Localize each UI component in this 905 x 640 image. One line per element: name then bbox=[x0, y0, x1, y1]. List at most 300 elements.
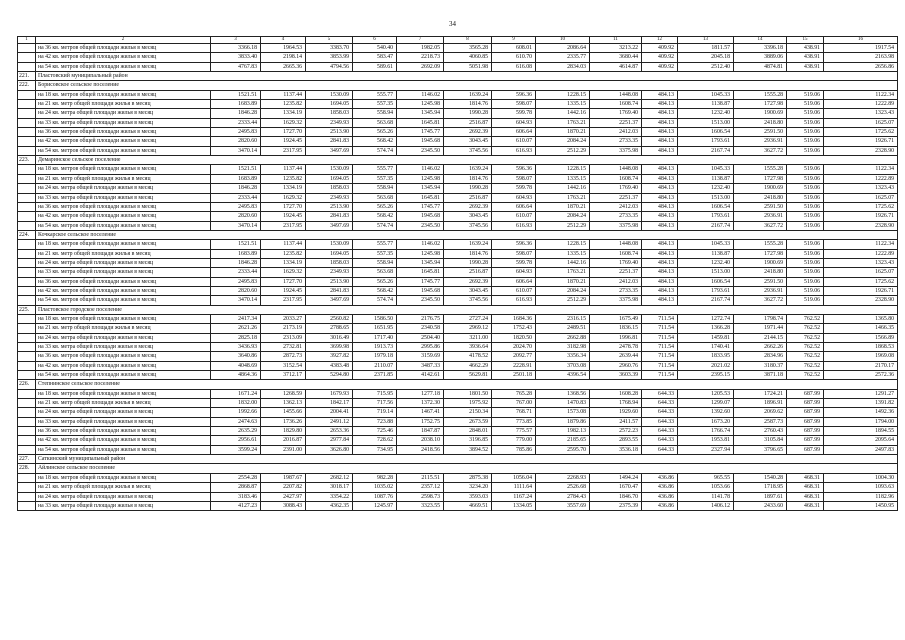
value-cell: 1334.19 bbox=[261, 184, 306, 193]
value-cell: 2653.36 bbox=[306, 427, 353, 436]
value-cell: 2317.95 bbox=[261, 296, 306, 305]
value-cell: 1694.05 bbox=[306, 249, 353, 258]
value-cell: 1345.94 bbox=[397, 258, 444, 267]
section-row bbox=[18, 81, 898, 90]
value-cell: 2512.40 bbox=[678, 62, 734, 71]
value-cell: 1969.08 bbox=[824, 352, 898, 361]
value-cell: 1334.05 bbox=[492, 501, 536, 510]
value-cell: 610.07 bbox=[492, 137, 536, 146]
row-index bbox=[18, 492, 36, 501]
value-cell: 3105.84 bbox=[734, 436, 787, 445]
value-cell: 484.13 bbox=[642, 174, 678, 183]
value-cell: 3627.72 bbox=[734, 146, 787, 155]
row-description: на 42 кв. метров общей площади жилья в месяц bbox=[36, 436, 211, 445]
value-cell: 519.06 bbox=[787, 286, 824, 295]
value-cell: 599.78 bbox=[492, 258, 536, 267]
value-cell: 1455.66 bbox=[261, 408, 306, 417]
value-cell: 1222.89 bbox=[824, 174, 898, 183]
value-cell: 1793.61 bbox=[678, 137, 734, 146]
value-cell: 3703.08 bbox=[536, 361, 590, 370]
value-cell: 3796.65 bbox=[734, 445, 787, 454]
value-cell: 557.35 bbox=[353, 174, 397, 183]
value-cell: 2069.62 bbox=[734, 408, 787, 417]
row-index bbox=[18, 202, 36, 211]
section-title: Саткинский муниципальный район bbox=[36, 455, 898, 464]
value-cell: 2497.83 bbox=[824, 445, 898, 454]
value-cell: 616.93 bbox=[492, 221, 536, 230]
value-cell: 1982.05 bbox=[397, 44, 444, 53]
value-cell: 725.46 bbox=[353, 427, 397, 436]
row-index bbox=[18, 296, 36, 305]
value-cell: 2969.12 bbox=[444, 324, 492, 333]
row-index bbox=[18, 427, 36, 436]
row-index bbox=[18, 193, 36, 202]
value-cell: 3599.24 bbox=[211, 445, 261, 454]
row-index: 226. bbox=[18, 380, 36, 389]
value-cell: 608.01 bbox=[492, 44, 536, 53]
value-cell: 1996.81 bbox=[590, 333, 642, 342]
value-cell: 438.91 bbox=[787, 62, 824, 71]
value-cell: 2375.39 bbox=[590, 501, 642, 510]
value-cell: 1926.71 bbox=[824, 137, 898, 146]
table-row bbox=[18, 314, 898, 323]
value-cell: 1335.15 bbox=[536, 100, 590, 109]
value-cell: 3626.80 bbox=[306, 445, 353, 454]
value-cell: 2345.50 bbox=[397, 146, 444, 155]
value-cell: 1820.50 bbox=[492, 333, 536, 342]
table-row bbox=[18, 501, 898, 510]
value-cell: 1606.54 bbox=[678, 277, 734, 286]
value-cell: 484.13 bbox=[642, 90, 678, 99]
table-row bbox=[18, 44, 898, 53]
value-cell: 519.06 bbox=[787, 277, 824, 286]
row-description: на 36 кв. метров общей площади жилья в месяц bbox=[36, 277, 211, 286]
row-description: на 18 кв. метров общей площади жилья в месяц bbox=[36, 240, 211, 249]
value-cell: 2167.74 bbox=[678, 221, 734, 230]
value-cell: 2591.50 bbox=[734, 128, 787, 137]
value-cell: 2692.39 bbox=[444, 277, 492, 286]
value-cell: 2513.90 bbox=[306, 128, 353, 137]
table-row bbox=[18, 53, 898, 62]
value-cell: 719.14 bbox=[353, 408, 397, 417]
value-cell: 1232.40 bbox=[678, 184, 734, 193]
value-cell: 484.13 bbox=[642, 100, 678, 109]
value-cell: 2340.58 bbox=[397, 324, 444, 333]
value-cell: 1694.05 bbox=[306, 100, 353, 109]
value-cell: 574.74 bbox=[353, 221, 397, 230]
value-cell: 3894.52 bbox=[444, 445, 492, 454]
value-cell: 2656.86 bbox=[824, 62, 898, 71]
value-cell: 687.99 bbox=[787, 389, 824, 398]
column-number: 5 bbox=[306, 37, 353, 44]
value-cell: 1494.24 bbox=[590, 473, 642, 482]
value-cell: 436.86 bbox=[642, 483, 678, 492]
value-cell: 3936.64 bbox=[444, 343, 492, 352]
value-cell: 687.99 bbox=[787, 417, 824, 426]
value-cell: 2328.90 bbox=[824, 296, 898, 305]
value-cell: 1814.76 bbox=[444, 249, 492, 258]
value-cell: 1679.93 bbox=[306, 389, 353, 398]
value-cell: 540.40 bbox=[353, 44, 397, 53]
value-cell: 3043.45 bbox=[444, 137, 492, 146]
table-row bbox=[18, 118, 898, 127]
value-cell: 1924.45 bbox=[261, 137, 306, 146]
value-cell: 1004.30 bbox=[824, 473, 898, 482]
value-cell: 762.52 bbox=[787, 352, 824, 361]
value-cell: 2841.83 bbox=[306, 286, 353, 295]
value-cell: 1459.81 bbox=[678, 333, 734, 342]
value-cell: 409.92 bbox=[642, 44, 678, 53]
value-cell: 484.13 bbox=[642, 193, 678, 202]
row-index bbox=[18, 240, 36, 249]
table-row bbox=[18, 296, 898, 305]
value-cell: 1926.71 bbox=[824, 212, 898, 221]
value-cell: 1945.68 bbox=[397, 137, 444, 146]
table-row bbox=[18, 343, 898, 352]
value-cell: 3712.17 bbox=[261, 371, 306, 380]
value-cell: 2872.73 bbox=[261, 352, 306, 361]
table-row bbox=[18, 258, 898, 267]
value-cell: 2639.44 bbox=[590, 352, 642, 361]
value-cell: 2170.17 bbox=[824, 361, 898, 370]
value-cell: 2084.24 bbox=[536, 212, 590, 221]
value-cell: 1868.53 bbox=[824, 343, 898, 352]
value-cell: 436.86 bbox=[642, 501, 678, 510]
value-cell: 1717.40 bbox=[353, 333, 397, 342]
value-cell: 728.62 bbox=[353, 436, 397, 445]
value-cell: 568.42 bbox=[353, 286, 397, 295]
value-cell: 4178.52 bbox=[444, 352, 492, 361]
value-cell: 2784.43 bbox=[536, 492, 590, 501]
value-cell: 484.13 bbox=[642, 137, 678, 146]
row-description: на 21 кв. метр общей площади жилья в месяц bbox=[36, 483, 211, 492]
value-cell: 1814.76 bbox=[444, 100, 492, 109]
row-index bbox=[18, 128, 36, 137]
column-number: 11 bbox=[590, 37, 642, 44]
value-cell: 762.52 bbox=[787, 314, 824, 323]
value-cell: 2692.39 bbox=[444, 128, 492, 137]
value-cell: 1727.98 bbox=[734, 249, 787, 258]
row-description: на 21 кв. метр общей площади жилья в месяц bbox=[36, 399, 211, 408]
section-row bbox=[18, 455, 898, 464]
row-description: на 33 кв. метра общей площади жилья в месяц bbox=[36, 417, 211, 426]
table-row bbox=[18, 371, 898, 380]
table-row bbox=[18, 389, 898, 398]
value-cell: 711.54 bbox=[642, 314, 678, 323]
table-row bbox=[18, 324, 898, 333]
table-row bbox=[18, 174, 898, 183]
value-cell: 711.54 bbox=[642, 343, 678, 352]
value-cell: 1146.02 bbox=[397, 165, 444, 174]
value-cell: 2268.93 bbox=[536, 473, 590, 482]
row-description: на 36 кв. метров общей площади жилья в месяц bbox=[36, 352, 211, 361]
page-number: 34 bbox=[449, 20, 456, 28]
row-index bbox=[18, 184, 36, 193]
value-cell: 1087.76 bbox=[353, 492, 397, 501]
value-cell: 1683.89 bbox=[211, 174, 261, 183]
row-index bbox=[18, 314, 36, 323]
value-cell: 2021.02 bbox=[678, 361, 734, 370]
value-cell: 1448.08 bbox=[590, 90, 642, 99]
value-cell: 1466.35 bbox=[824, 324, 898, 333]
value-cell: 3745.56 bbox=[444, 296, 492, 305]
value-cell: 1045.33 bbox=[678, 165, 734, 174]
value-cell: 1671.24 bbox=[211, 389, 261, 398]
value-cell: 2732.81 bbox=[261, 343, 306, 352]
value-cell: 2327.94 bbox=[678, 445, 734, 454]
value-cell: 2848.01 bbox=[444, 427, 492, 436]
table-row bbox=[18, 333, 898, 342]
row-description: на 18 кв. метров общей площади жилья в месяц bbox=[36, 314, 211, 323]
value-cell: 1766.74 bbox=[678, 427, 734, 436]
value-cell: 3536.18 bbox=[590, 445, 642, 454]
section-row bbox=[18, 464, 898, 473]
value-cell: 1745.77 bbox=[397, 277, 444, 286]
column-number: 10 bbox=[536, 37, 590, 44]
value-cell: 1900.69 bbox=[734, 184, 787, 193]
section-title: Кочкарское сельское поселение bbox=[36, 230, 898, 239]
row-description: на 54 кв. метров общей площади жилья в месяц bbox=[36, 62, 211, 71]
row-index bbox=[18, 352, 36, 361]
value-cell: 2016.87 bbox=[261, 436, 306, 445]
row-description: на 24 кв. метра общей площади жилья в месяц bbox=[36, 333, 211, 342]
table-row bbox=[18, 212, 898, 221]
section-title: Айлинское сельское поселение bbox=[36, 464, 898, 473]
column-number-row bbox=[18, 37, 898, 44]
value-cell: 1639.24 bbox=[444, 90, 492, 99]
value-cell: 1272.74 bbox=[678, 314, 734, 323]
value-cell: 519.06 bbox=[787, 118, 824, 127]
value-cell: 1245.98 bbox=[397, 174, 444, 183]
value-cell: 3234.20 bbox=[444, 483, 492, 492]
value-cell: 2418.56 bbox=[397, 445, 444, 454]
value-cell: 2893.55 bbox=[590, 436, 642, 445]
value-cell: 1736.26 bbox=[261, 417, 306, 426]
tariff-table bbox=[17, 36, 898, 511]
row-index bbox=[18, 501, 36, 510]
column-number: 14 bbox=[734, 37, 787, 44]
value-cell: 3565.28 bbox=[444, 44, 492, 53]
table-row bbox=[18, 184, 898, 193]
row-index bbox=[18, 258, 36, 267]
value-cell: 519.06 bbox=[787, 296, 824, 305]
value-cell: 1521.51 bbox=[211, 240, 261, 249]
value-cell: 1442.16 bbox=[536, 258, 590, 267]
value-cell: 768.71 bbox=[492, 408, 536, 417]
value-cell: 2591.50 bbox=[734, 277, 787, 286]
value-cell: 2084.24 bbox=[536, 286, 590, 295]
value-cell: 1606.54 bbox=[678, 128, 734, 137]
value-cell: 2495.83 bbox=[211, 277, 261, 286]
value-cell: 557.35 bbox=[353, 100, 397, 109]
row-index bbox=[18, 399, 36, 408]
value-cell: 1235.82 bbox=[261, 249, 306, 258]
value-cell: 1752.75 bbox=[397, 417, 444, 426]
value-cell: 2516.87 bbox=[444, 268, 492, 277]
value-cell: 1122.34 bbox=[824, 240, 898, 249]
value-cell: 1513.00 bbox=[678, 118, 734, 127]
row-index bbox=[18, 53, 36, 62]
value-cell: 596.36 bbox=[492, 90, 536, 99]
value-cell: 1467.41 bbox=[397, 408, 444, 417]
value-cell: 2692.09 bbox=[397, 62, 444, 71]
value-cell: 616.93 bbox=[492, 296, 536, 305]
value-cell: 2328.90 bbox=[824, 221, 898, 230]
value-cell: 1513.00 bbox=[678, 193, 734, 202]
table-row bbox=[18, 100, 898, 109]
value-cell: 2554.28 bbox=[211, 473, 261, 482]
value-cell: 2110.07 bbox=[353, 361, 397, 370]
value-cell: 2692.39 bbox=[444, 202, 492, 211]
value-cell: 4614.87 bbox=[590, 62, 642, 71]
row-description: на 24 кв. метра общей площади жилья в месяц bbox=[36, 258, 211, 267]
value-cell: 1235.82 bbox=[261, 174, 306, 183]
value-cell: 3603.39 bbox=[590, 371, 642, 380]
table-row bbox=[18, 436, 898, 445]
value-cell: 3470.14 bbox=[211, 296, 261, 305]
value-cell: 711.54 bbox=[642, 352, 678, 361]
row-index bbox=[18, 165, 36, 174]
value-cell: 596.36 bbox=[492, 240, 536, 249]
value-cell: 438.91 bbox=[787, 44, 824, 53]
value-cell: 1833.95 bbox=[678, 352, 734, 361]
value-cell: 2251.37 bbox=[590, 268, 642, 277]
table-row bbox=[18, 417, 898, 426]
value-cell: 1645.81 bbox=[397, 118, 444, 127]
value-cell: 1137.44 bbox=[261, 240, 306, 249]
value-cell: 1245.98 bbox=[397, 100, 444, 109]
value-cell: 2412.03 bbox=[590, 277, 642, 286]
row-description: на 54 кв. метров общей площади жилья в месяц bbox=[36, 445, 211, 454]
value-cell: 2489.51 bbox=[536, 324, 590, 333]
value-cell: 4864.36 bbox=[211, 371, 261, 380]
value-cell: 687.99 bbox=[787, 427, 824, 436]
row-index bbox=[18, 212, 36, 221]
value-cell: 1814.76 bbox=[444, 174, 492, 183]
value-cell: 1299.07 bbox=[678, 399, 734, 408]
value-cell: 1146.02 bbox=[397, 240, 444, 249]
column-number: 13 bbox=[678, 37, 734, 44]
value-cell: 1137.44 bbox=[261, 90, 306, 99]
value-cell: 2167.74 bbox=[678, 296, 734, 305]
value-cell: 604.93 bbox=[492, 118, 536, 127]
value-cell: 3627.72 bbox=[734, 296, 787, 305]
value-cell: 2733.35 bbox=[590, 212, 642, 221]
value-cell: 2333.44 bbox=[211, 118, 261, 127]
section-title: Степнинское сельское поселение bbox=[36, 380, 898, 389]
value-cell: 484.13 bbox=[642, 146, 678, 155]
row-description: на 36 кв. метров общей площади жилья в месяц bbox=[36, 427, 211, 436]
row-index bbox=[18, 100, 36, 109]
value-cell: 5294.80 bbox=[306, 371, 353, 380]
value-cell: 606.64 bbox=[492, 277, 536, 286]
value-cell: 2418.80 bbox=[734, 118, 787, 127]
value-cell: 1492.36 bbox=[824, 408, 898, 417]
value-cell: 2333.44 bbox=[211, 268, 261, 277]
table-row bbox=[18, 193, 898, 202]
value-cell: 1670.47 bbox=[590, 483, 642, 492]
value-cell: 2349.93 bbox=[306, 193, 353, 202]
value-cell: 1982.13 bbox=[536, 427, 590, 436]
value-cell: 1555.28 bbox=[734, 165, 787, 174]
section-title: Пластовское городское поселение bbox=[36, 305, 898, 314]
value-cell: 2875.38 bbox=[444, 473, 492, 482]
value-cell: 519.06 bbox=[787, 202, 824, 211]
row-index bbox=[18, 408, 36, 417]
value-cell: 4794.56 bbox=[306, 62, 353, 71]
value-cell: 2595.70 bbox=[536, 445, 590, 454]
value-cell: 519.06 bbox=[787, 184, 824, 193]
value-cell: 565.26 bbox=[353, 277, 397, 286]
value-cell: 2572.23 bbox=[590, 427, 642, 436]
column-number: 16 bbox=[824, 37, 898, 44]
table-row bbox=[18, 399, 898, 408]
row-index bbox=[18, 436, 36, 445]
value-cell: 3470.14 bbox=[211, 146, 261, 155]
section-title: Борисовское сельское поселение bbox=[36, 81, 898, 90]
value-cell: 1870.21 bbox=[536, 277, 590, 286]
value-cell: 3470.14 bbox=[211, 221, 261, 230]
value-cell: 1811.57 bbox=[678, 44, 734, 53]
value-cell: 1846.70 bbox=[590, 492, 642, 501]
value-cell: 557.35 bbox=[353, 249, 397, 258]
value-cell: 765.28 bbox=[492, 389, 536, 398]
value-cell: 1740.41 bbox=[678, 343, 734, 352]
value-cell: 2045.18 bbox=[678, 53, 734, 62]
row-description: на 21 кв. метр общей площади жилья в месяц bbox=[36, 324, 211, 333]
value-cell: 2251.37 bbox=[590, 118, 642, 127]
column-number: 6 bbox=[353, 37, 397, 44]
value-cell: 468.31 bbox=[787, 483, 824, 492]
row-description: на 18 кв. метров общей площади жилья в месяц bbox=[36, 473, 211, 482]
value-cell: 1870.21 bbox=[536, 128, 590, 137]
row-index bbox=[18, 417, 36, 426]
value-cell: 2936.91 bbox=[734, 137, 787, 146]
value-cell: 1365.80 bbox=[824, 314, 898, 323]
value-cell: 1990.28 bbox=[444, 109, 492, 118]
value-cell: 616.93 bbox=[492, 146, 536, 155]
value-cell: 1448.08 bbox=[590, 240, 642, 249]
value-cell: 1945.68 bbox=[397, 286, 444, 295]
value-cell: 3593.03 bbox=[444, 492, 492, 501]
value-cell: 3043.45 bbox=[444, 286, 492, 295]
value-cell: 3323.55 bbox=[397, 501, 444, 510]
table-row bbox=[18, 221, 898, 230]
value-cell: 3497.69 bbox=[306, 146, 353, 155]
value-cell: 1235.82 bbox=[261, 100, 306, 109]
value-cell: 2228.91 bbox=[492, 361, 536, 370]
value-cell: 555.77 bbox=[353, 90, 397, 99]
value-cell: 598.07 bbox=[492, 174, 536, 183]
column-number: 9 bbox=[492, 37, 536, 44]
value-cell: 2084.24 bbox=[536, 137, 590, 146]
value-cell: 1608.74 bbox=[590, 174, 642, 183]
value-cell: 3366.18 bbox=[211, 44, 261, 53]
value-cell: 2977.84 bbox=[306, 436, 353, 445]
value-cell: 5629.81 bbox=[444, 371, 492, 380]
value-cell: 2727.24 bbox=[444, 314, 492, 323]
value-cell: 1929.60 bbox=[590, 408, 642, 417]
row-index bbox=[18, 333, 36, 342]
value-cell: 1530.09 bbox=[306, 165, 353, 174]
value-cell: 1900.69 bbox=[734, 258, 787, 267]
value-cell: 2411.57 bbox=[590, 417, 642, 426]
value-cell: 3487.33 bbox=[397, 361, 444, 370]
value-cell: 3159.69 bbox=[397, 352, 444, 361]
value-cell: 2834.96 bbox=[734, 352, 787, 361]
value-cell: 775.57 bbox=[492, 427, 536, 436]
value-cell: 2733.35 bbox=[590, 137, 642, 146]
